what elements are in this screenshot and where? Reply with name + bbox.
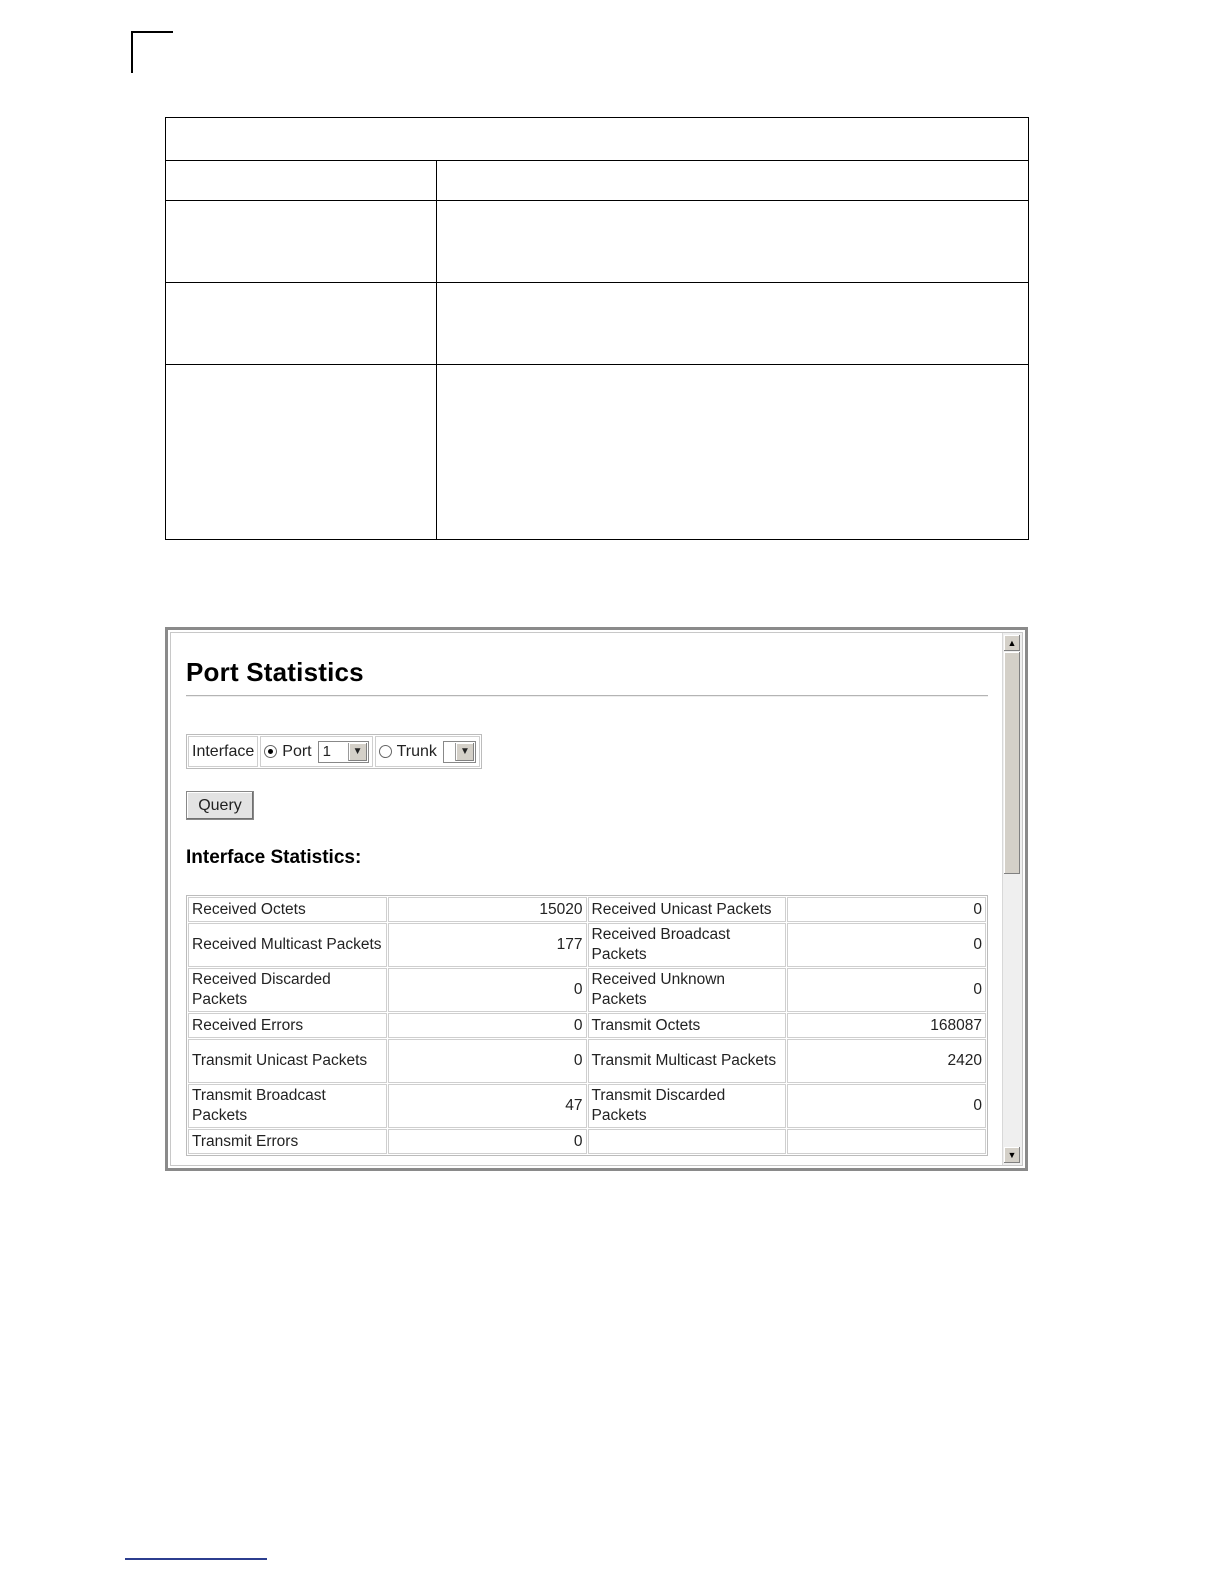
stat-value	[787, 1129, 986, 1154]
stat-label: Transmit Errors	[188, 1129, 387, 1154]
trunk-select[interactable]	[443, 741, 476, 763]
stat-value: 2420	[787, 1039, 986, 1083]
table-rule	[166, 282, 1028, 283]
scrollbar-thumb[interactable]	[1004, 652, 1020, 874]
port-radio[interactable]	[264, 745, 277, 758]
stat-label: Transmit Discarded Packets	[588, 1084, 787, 1128]
table-rule	[166, 160, 1028, 161]
crop-mark	[131, 31, 133, 73]
table-row	[188, 1129, 986, 1154]
interface-label: Interface	[188, 736, 258, 767]
query-button[interactable]: Query	[186, 791, 254, 820]
stat-value: 177	[388, 923, 587, 967]
crop-mark	[131, 31, 173, 33]
chevron-down-icon[interactable]: ▼	[455, 743, 474, 761]
stat-label: Received Errors	[188, 1013, 387, 1038]
chevron-down-icon[interactable]: ▼	[348, 743, 367, 761]
stat-label	[588, 1129, 787, 1154]
stat-value: 0	[787, 968, 986, 1012]
section-title: Interface Statistics:	[186, 847, 362, 868]
table-row	[188, 1039, 986, 1083]
stat-value: 0	[787, 1084, 986, 1128]
page-title: Port Statistics	[186, 657, 364, 687]
table-rule	[166, 364, 1028, 365]
table-row	[188, 923, 986, 967]
stat-value: 0	[388, 1129, 587, 1154]
stat-value: 0	[388, 968, 587, 1012]
port-select-value: 1	[322, 743, 331, 760]
scroll-up-arrow-icon[interactable]: ▲	[1004, 635, 1020, 651]
table-row	[188, 1013, 986, 1038]
description-table	[165, 117, 1029, 540]
port-select[interactable]	[318, 741, 369, 763]
port-statistics-window	[165, 627, 1028, 1171]
stat-label: Received Discarded Packets	[188, 968, 387, 1012]
stat-label: Received Unknown Packets	[588, 968, 787, 1012]
stat-label: Received Multicast Packets	[188, 923, 387, 967]
stat-label: Transmit Multicast Packets	[588, 1039, 787, 1083]
port-option	[260, 736, 372, 767]
stat-value: 0	[388, 1013, 587, 1038]
interface-selector	[186, 734, 482, 769]
stat-label: Received Octets	[188, 897, 387, 922]
scroll-down-arrow-icon[interactable]: ▼	[1004, 1147, 1020, 1163]
stat-value: 0	[388, 1039, 587, 1083]
trunk-radio[interactable]	[379, 745, 392, 758]
stat-value: 47	[388, 1084, 587, 1128]
stat-label: Transmit Octets	[588, 1013, 787, 1038]
window-content	[170, 632, 1023, 1166]
table-rule	[166, 200, 1028, 201]
stat-label: Received Broadcast Packets	[588, 923, 787, 967]
port-label: Port	[282, 742, 312, 760]
stat-label: Received Unicast Packets	[588, 897, 787, 922]
stat-label: Transmit Broadcast Packets	[188, 1084, 387, 1128]
stat-value: 0	[787, 923, 986, 967]
table-row	[188, 968, 986, 1012]
title-divider	[186, 695, 988, 697]
footer-rule	[125, 1558, 267, 1560]
stat-label: Transmit Unicast Packets	[188, 1039, 387, 1083]
stat-value: 0	[787, 897, 986, 922]
table-row	[188, 897, 986, 922]
vertical-scrollbar[interactable]	[1002, 633, 1022, 1165]
table-row	[188, 1084, 986, 1128]
trunk-label: Trunk	[396, 742, 437, 760]
stat-value: 15020	[388, 897, 587, 922]
table-column-rule	[436, 160, 437, 539]
stat-value: 168087	[787, 1013, 986, 1038]
interface-statistics-table	[186, 895, 988, 1156]
trunk-option	[375, 736, 480, 767]
